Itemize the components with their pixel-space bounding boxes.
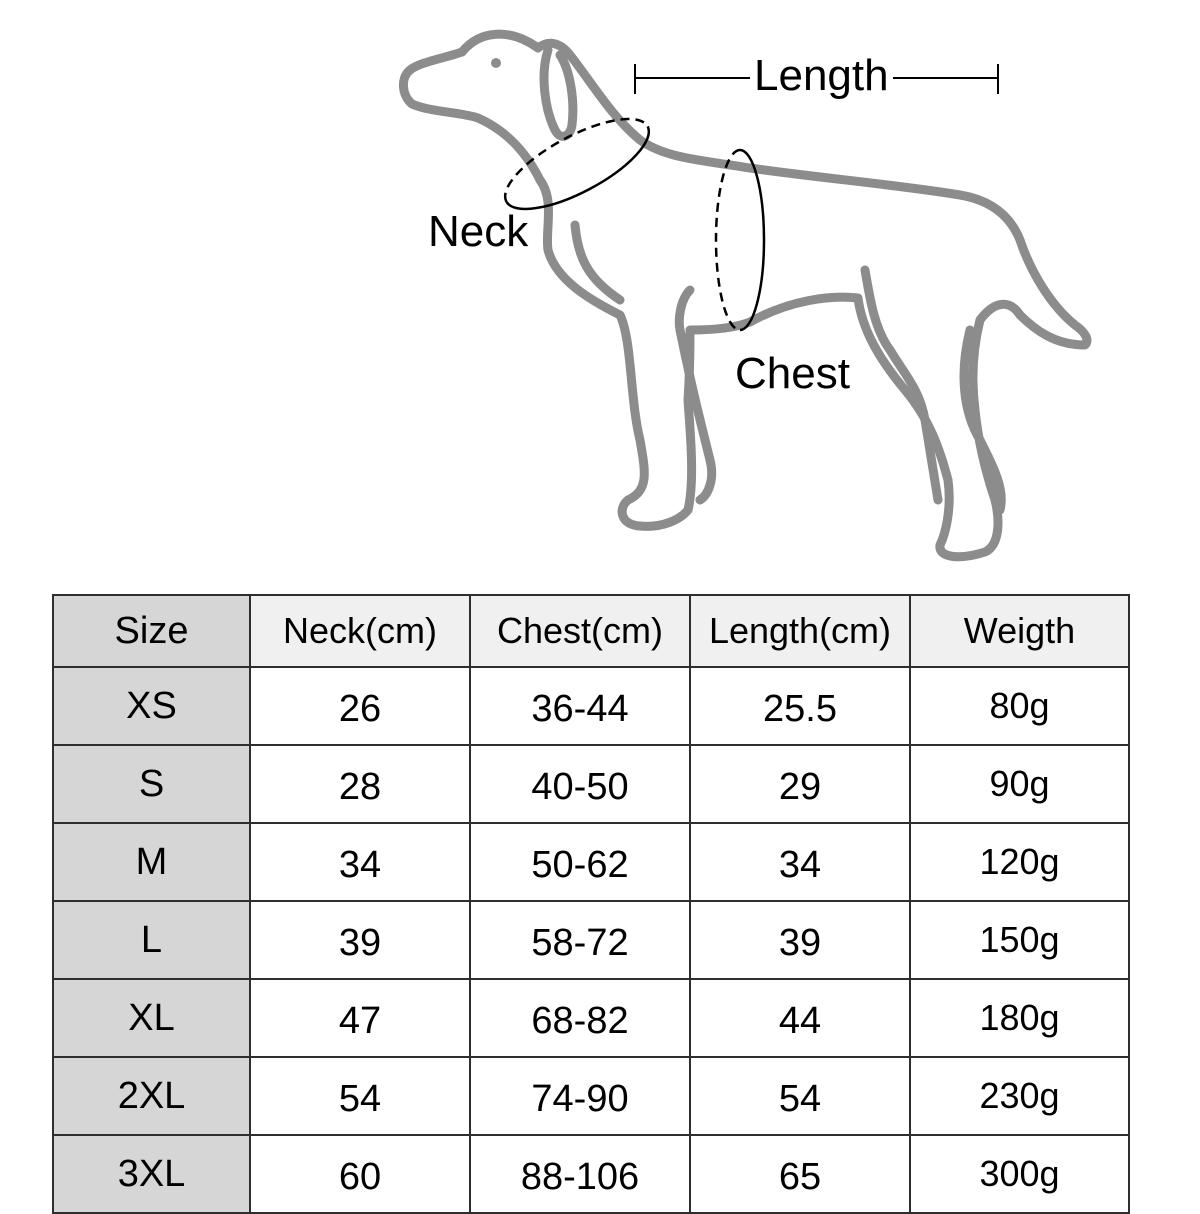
size-cell: 2XL [53, 1057, 250, 1135]
length-cell: 25.5 [690, 667, 910, 745]
chest-cell: 74-90 [470, 1057, 690, 1135]
chest-ellipse-dashed [716, 150, 740, 330]
neck-label: Neck [428, 207, 529, 256]
weight-cell: 80g [910, 667, 1129, 745]
table-header-row [53, 595, 1129, 667]
neck-cell: 60 [250, 1135, 470, 1213]
header-weight: Weigth [910, 595, 1129, 667]
weight-cell: 180g [910, 979, 1129, 1057]
chest-ellipse-solid [740, 150, 764, 330]
dog-ear-outline [544, 50, 573, 136]
dog-chest-underline [679, 290, 690, 330]
weight-cell: 230g [910, 1057, 1129, 1135]
chest-cell: 36-44 [470, 667, 690, 745]
length-cell: 39 [690, 901, 910, 979]
table-row [53, 667, 1129, 745]
header-neck: Neck(cm) [250, 595, 470, 667]
header-chest: Chest(cm) [470, 595, 690, 667]
chest-label: Chest [735, 349, 850, 398]
chest-cell: 40-50 [470, 745, 690, 823]
header-size: Size [53, 595, 250, 667]
dog-measurement-diagram [0, 0, 1200, 580]
neck-cell: 28 [250, 745, 470, 823]
table-row [53, 979, 1129, 1057]
table-row [53, 1135, 1129, 1213]
neck-cell: 47 [250, 979, 470, 1057]
length-cell: 54 [690, 1057, 910, 1135]
weight-cell: 90g [910, 745, 1129, 823]
length-cell: 44 [690, 979, 910, 1057]
size-chart-table [52, 594, 1130, 1214]
table-row [53, 745, 1129, 823]
chest-cell: 88-106 [470, 1135, 690, 1213]
chest-cell: 50-62 [470, 823, 690, 901]
dog-body-outline [403, 34, 1087, 557]
table-row [53, 901, 1129, 979]
size-cell: XS [53, 667, 250, 745]
dog-illustration [0, 0, 1200, 580]
size-cell: M [53, 823, 250, 901]
chest-cell: 68-82 [470, 979, 690, 1057]
weight-cell: 150g [910, 901, 1129, 979]
neck-cell: 26 [250, 667, 470, 745]
neck-cell: 39 [250, 901, 470, 979]
neck-cell: 54 [250, 1057, 470, 1135]
size-cell: XL [53, 979, 250, 1057]
chest-cell: 58-72 [470, 901, 690, 979]
size-cell: 3XL [53, 1135, 250, 1213]
length-cell: 65 [690, 1135, 910, 1213]
header-length: Length(cm) [690, 595, 910, 667]
length-cell: 34 [690, 823, 910, 901]
dog-hind-leg-back [964, 330, 1001, 510]
length-label: Length [750, 54, 893, 98]
size-cell: S [53, 745, 250, 823]
table-row [53, 1057, 1129, 1135]
dog-eye [491, 58, 501, 68]
weight-cell: 300g [910, 1135, 1129, 1213]
table-row [53, 823, 1129, 901]
size-cell: L [53, 901, 250, 979]
length-cell: 29 [690, 745, 910, 823]
neck-cell: 34 [250, 823, 470, 901]
weight-cell: 120g [910, 823, 1129, 901]
